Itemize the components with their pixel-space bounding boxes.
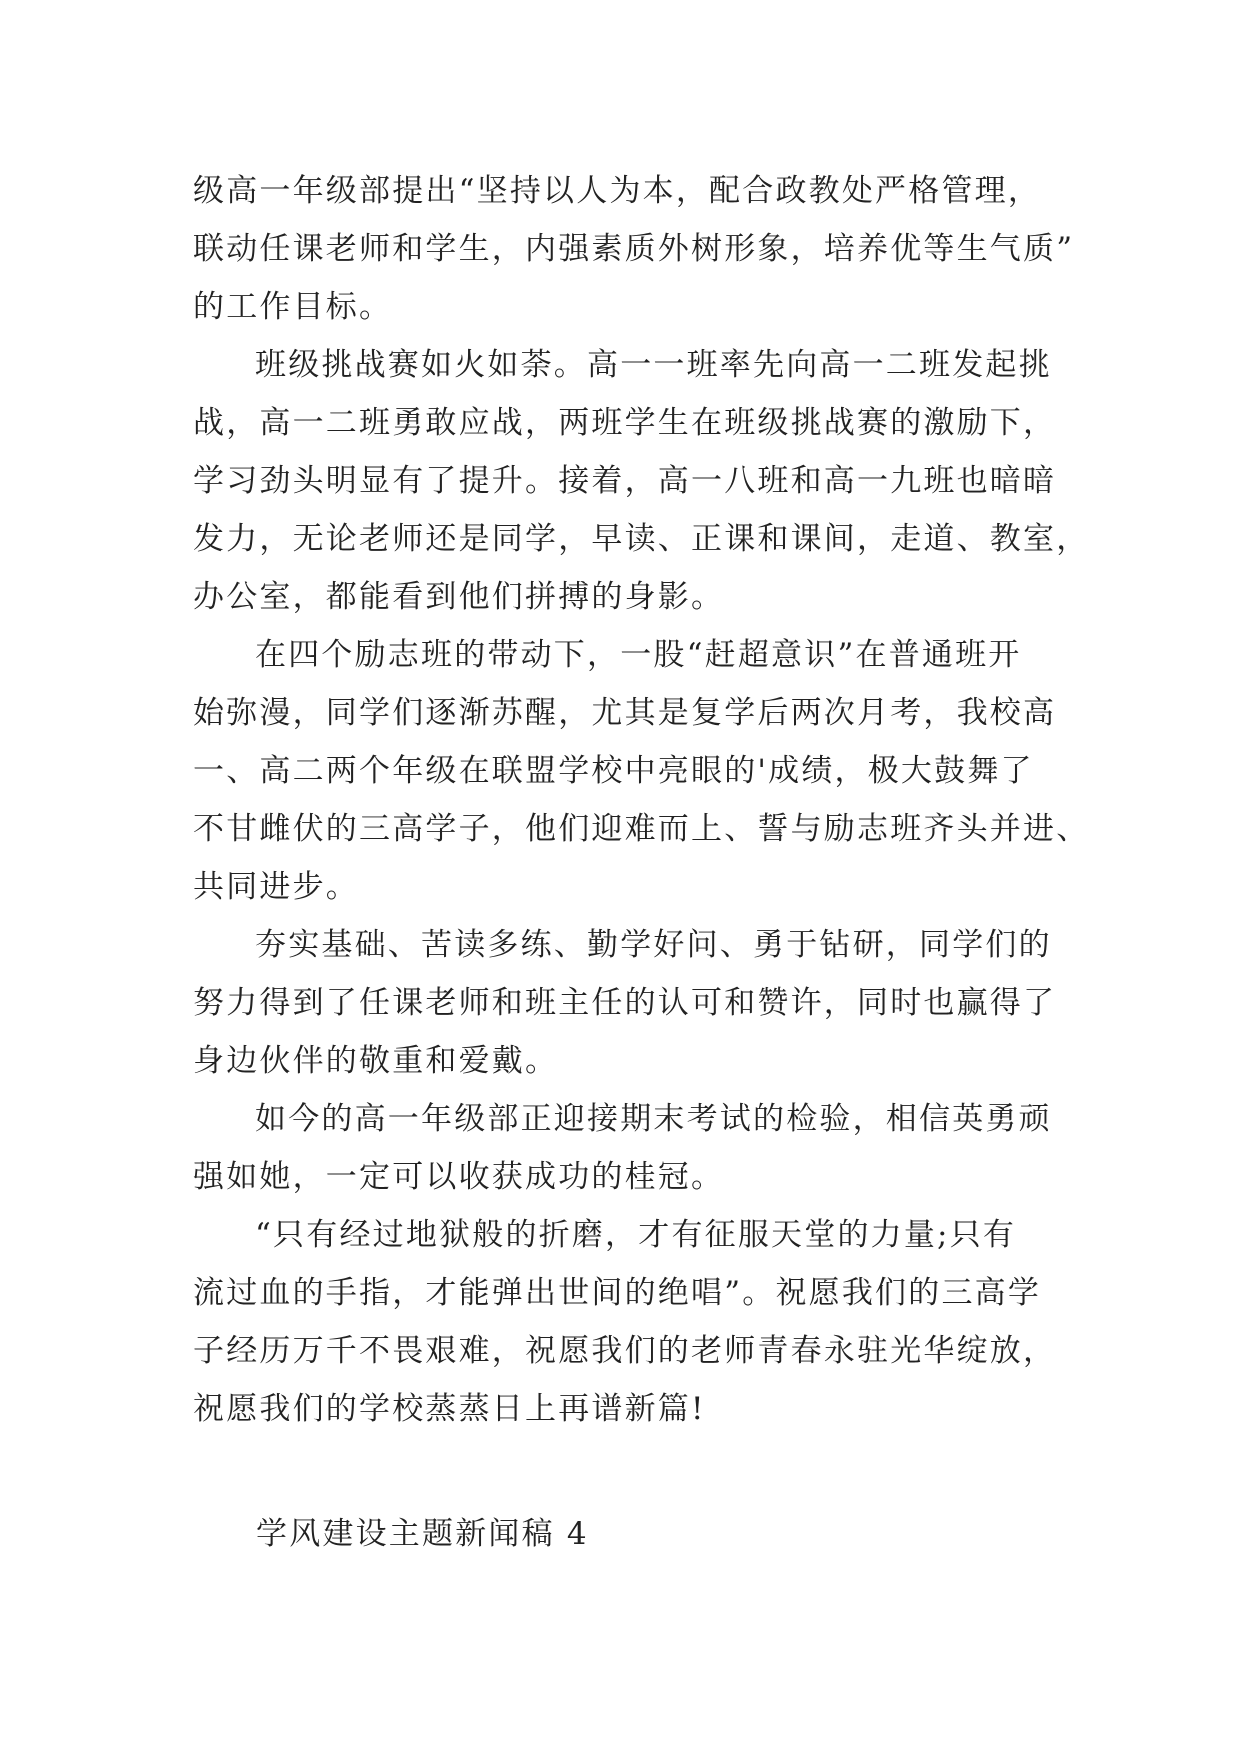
text-line: 班级挑战赛如火如荼。高一一班率先向高一二班发起挑	[255, 347, 1052, 383]
text-line: 夯实基础、苦读多练、勤学好问、勇于钻研，同学们的	[255, 927, 1052, 963]
text-line: 身边伙伴的敬重和爱戴。	[193, 1043, 559, 1079]
text-line: 学习劲头明显有了提升。接着，高一八班和高一九班也暗暗	[193, 463, 1057, 499]
paragraph	[193, 916, 1063, 1090]
text-line: 祝愿我们的学校蒸蒸日上再谱新篇!	[193, 1391, 706, 1427]
text-line: 不甘雌伏的三高学子，他们迎难而上、誓与励志班齐头并进、	[193, 811, 1090, 847]
text-line: 共同进步。	[193, 869, 359, 905]
section-heading: 学风建设主题新闻稿 4	[256, 1516, 589, 1552]
text-line: 如今的高一年级部正迎接期末考试的检验，相信英勇顽	[255, 1101, 1052, 1137]
text-line: 发力，无论老师还是同学，早读、正课和课间，走道、教室，	[193, 521, 1090, 557]
text-line: 子经历万千不畏艰难，祝愿我们的老师青春永驻光华绽放，	[193, 1333, 1057, 1369]
text-line: 在四个励志班的带动下，一股“赶超意识”在普通班开	[255, 637, 1022, 673]
paragraph	[193, 626, 1090, 916]
text-line: 联动任课老师和学生，内强素质外树形象，培养优等生气质”	[193, 231, 1075, 267]
text-line: 战，高一二班勇敢应战，两班学生在班级挑战赛的激励下，	[193, 405, 1057, 441]
text-line: 一、高二两个年级在联盟学校中亮眼的'成绩，极大鼓舞了	[193, 753, 1034, 789]
paragraph	[193, 1206, 1063, 1438]
text-line: 努力得到了任课老师和班主任的认可和赞许，同时也赢得了	[193, 985, 1057, 1021]
text-line: 的工作目标。	[193, 289, 393, 325]
text-line: 强如她，一定可以收获成功的桂冠。	[193, 1159, 725, 1195]
paragraph	[193, 1090, 1063, 1206]
paragraph	[193, 162, 1075, 336]
text-line: 流过血的手指，才能弹出世间的绝唱”。祝愿我们的三高学	[193, 1275, 1042, 1311]
article-body	[193, 162, 1090, 1438]
text-line: “只有经过地狱般的折磨，才有征服天堂的力量;只有	[255, 1217, 1017, 1253]
text-line: 办公室，都能看到他们拼搏的身影。	[193, 579, 725, 615]
text-line: 始弥漫，同学们逐渐苏醒，尤其是复学后两次月考，我校高	[193, 695, 1057, 731]
text-line: 级高一年级部提出“坚持以人为本，配合政教处严格管理，	[193, 173, 1042, 209]
paragraph	[193, 336, 1090, 626]
